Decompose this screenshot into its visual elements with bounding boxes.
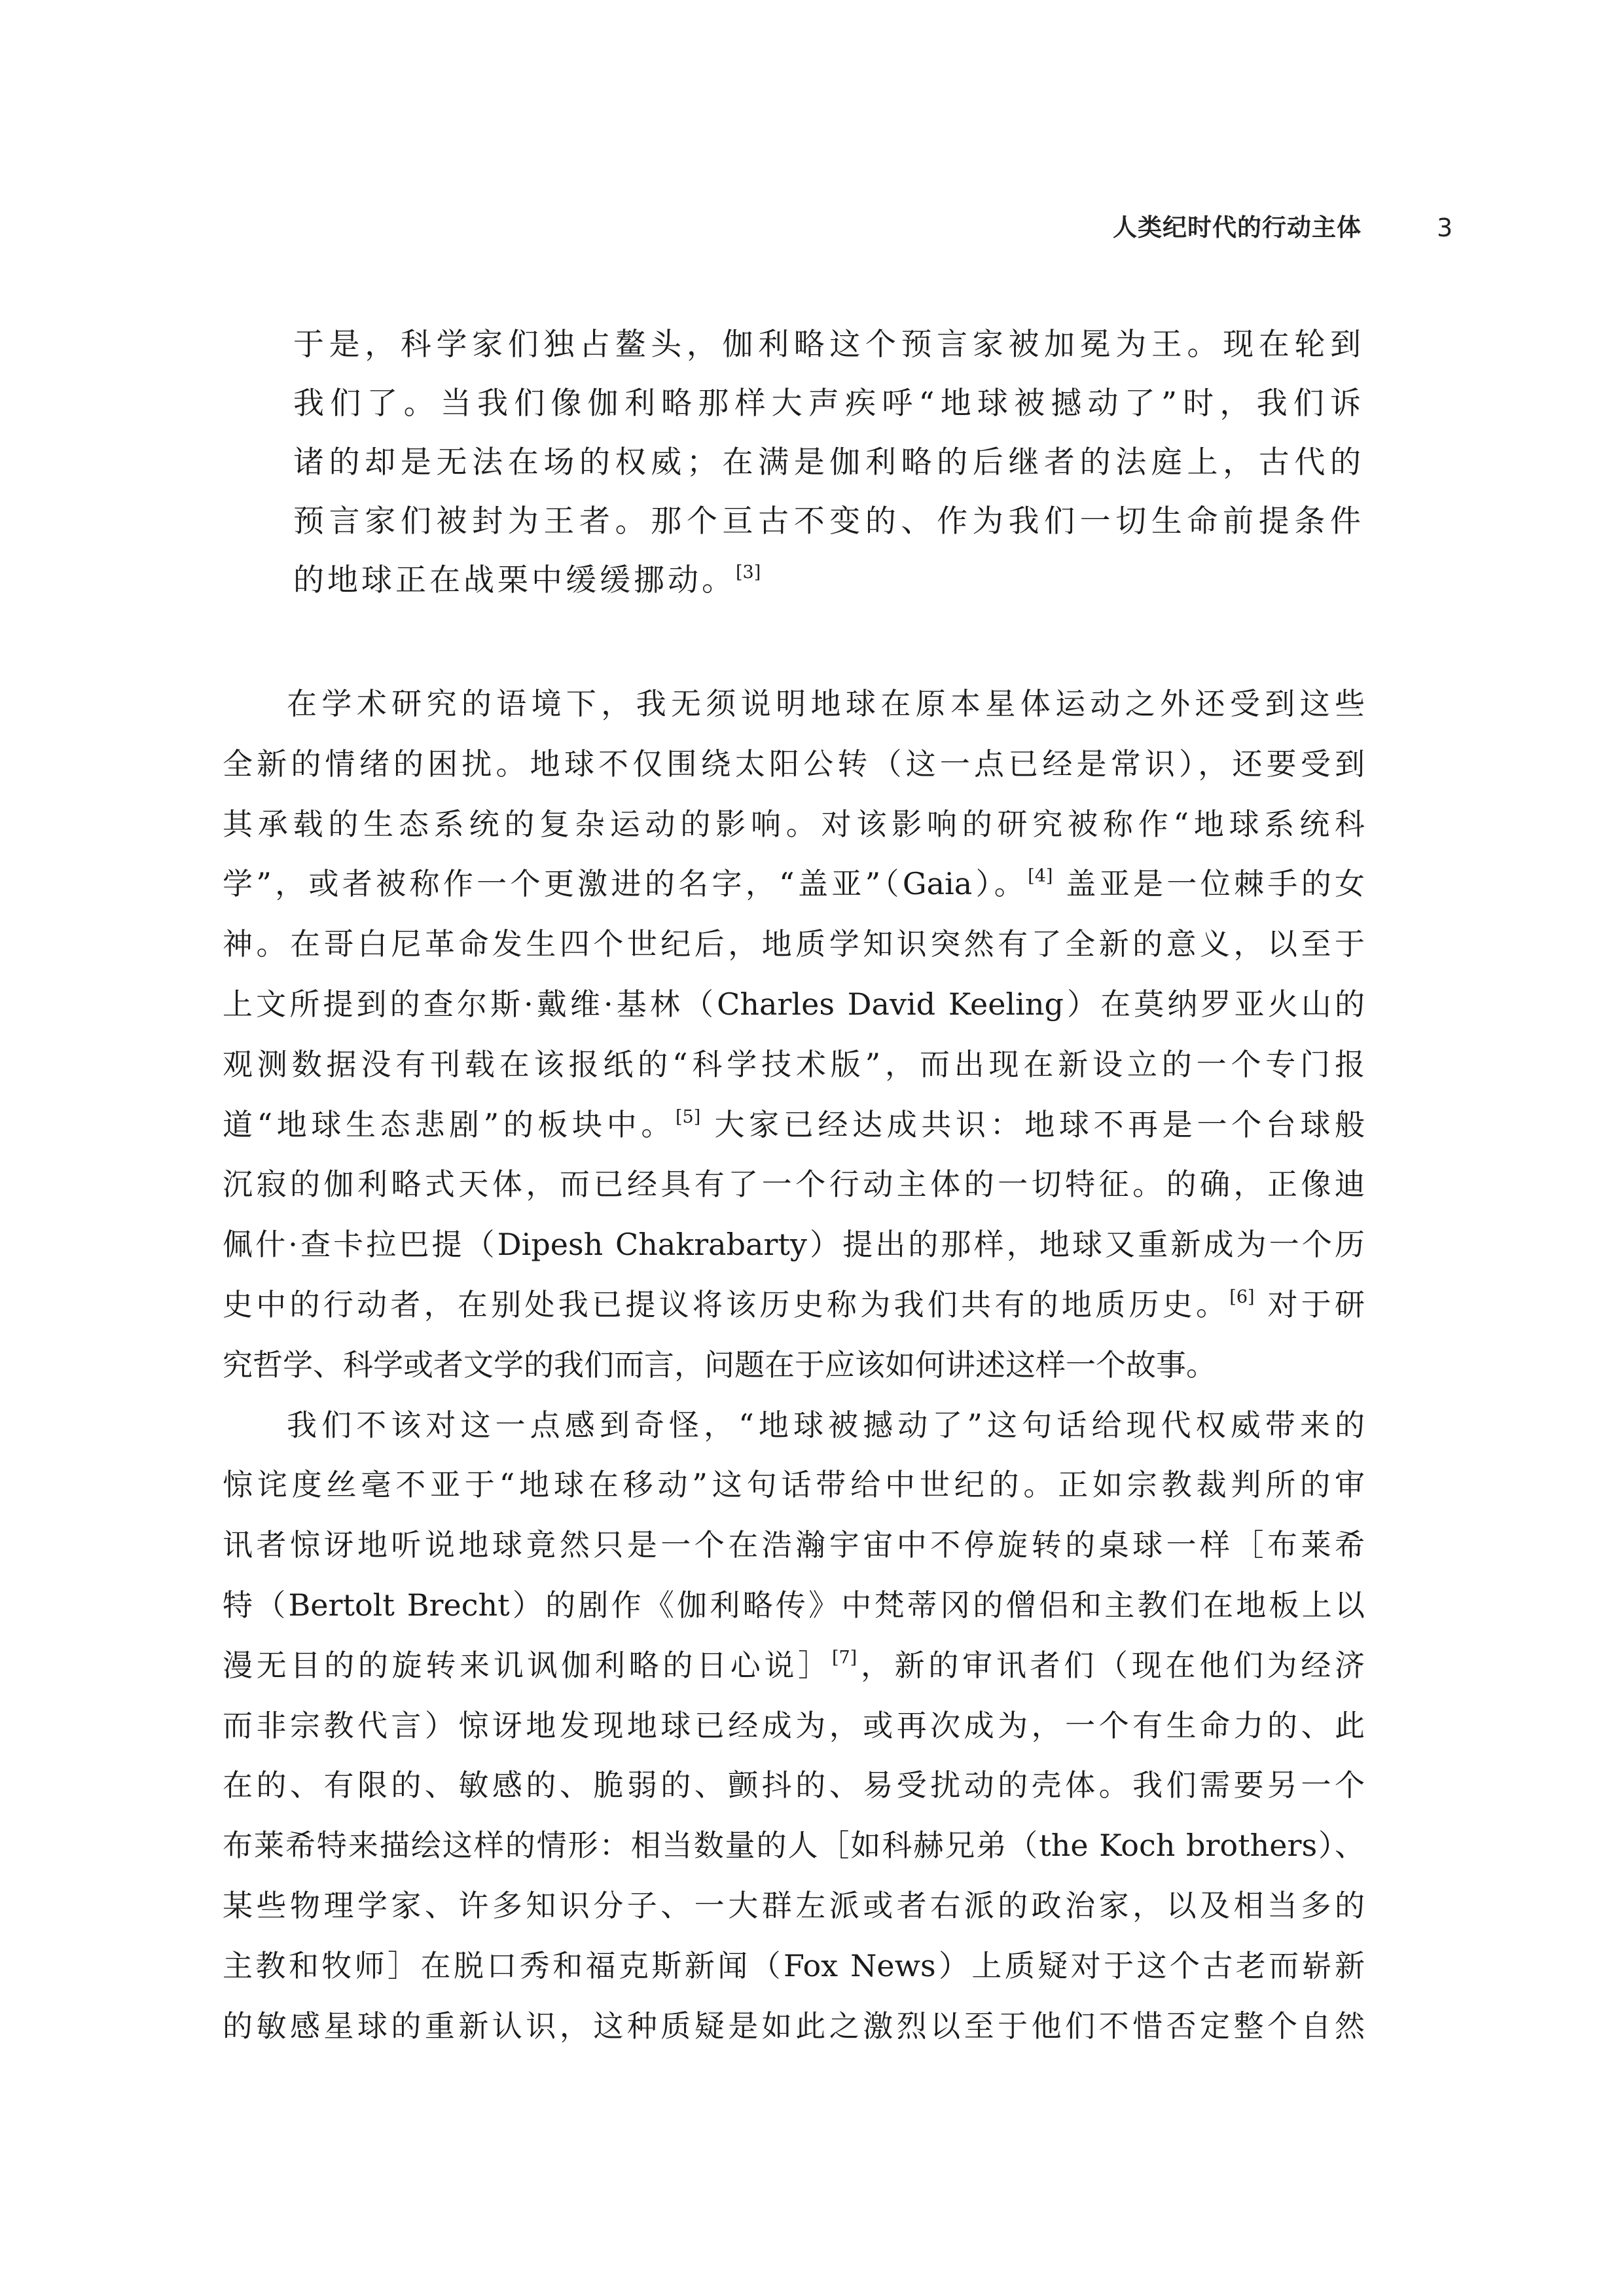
paragraph1-line: 在学术研究的语境下，我无须说明地球在原本星体运动之外还受到这些 [287,686,1365,721]
quote-line: 诸的却是无法在场的权威；在满是伽利略的后继者的法庭上，古代的 [293,444,1364,480]
paragraph2-line: 某些物理学家、许多知识分子、一大群左派或者右派的政治家，以及相当多的 [223,1887,1365,1923]
paragraph1-line: 沉寂的伽利略式天体，而已经具有了一个行动主体的一切特征。的确，正像迪 [223,1166,1365,1202]
paragraph2-line: 而非宗教代言）惊讶地发现地球已经成为，或再次成为，一个有生命力的、此 [223,1707,1365,1743]
paragraph1-line: 佩什·查卡拉巴提（Dipesh Chakrabarty）提出的那样，地球又重新成为一个历 [223,1227,1365,1263]
footnote-marker-5: [5] [675,1106,701,1127]
paragraph1-line: 观测数据没有刊载在该报纸的“科学技术版”，而出现在新设立的一个专门报 [223,1046,1365,1082]
quote-line-text: 的地球正在战栗中缓缓挪动。 [293,562,736,598]
paragraph2-line: 在的、有限的、敏感的、脆弱的、颤抖的、易受扰动的壳体。我们需要另一个 [223,1767,1365,1803]
paragraph1-line: 全新的情绪的困扰。地球不仅围绕太阳公转（这一点已经是常识），还要受到 [223,746,1365,782]
paragraph1-line-text: 大家已经达成共识：地球不再是一个台球般 [714,1106,1365,1142]
paragraph1-line-text: 学”，或者被称作一个更激进的名字，“盖亚”（Gaia）。 [223,866,1028,902]
quote-line: 于是，科学家们独占鳌头，伽利略这个预言家被加冕为王。现在轮到 [293,327,1364,363]
footnote-marker-6: [6] [1229,1286,1255,1307]
paragraph1-line: 其承载的生态系统的复杂运动的影响。对该影响的研究被称作“地球系统科 [223,806,1365,842]
footnote-marker-7: [7] [831,1647,857,1668]
paragraph1-line: 神。在哥白尼革命发生四个世纪后，地质学知识突然有了全新的意义，以至于 [223,926,1365,962]
paragraph2-line: 主教和牧师］在脱口秀和福克斯新闻（Fox News）上质疑对于这个古老而崭新 [223,1947,1365,1983]
paragraph1-line: 上文所提到的查尔斯·戴维·基林（Charles David Keeling）在莫纳罗亚火山的 [223,986,1365,1022]
body-text [223,674,1365,2056]
paragraph2-line: 讯者惊讶地听说地球竟然只是一个在浩瀚宇宙中不停旋转的桌球一样［布莱希 [223,1527,1365,1563]
footnote-marker-3: [3] [736,562,761,583]
paragraph2-line: 布莱希特来描绘这样的情形：相当数量的人［如科赫兄弟（the Koch brothers）、 [223,1828,1365,1864]
page-number: 3 [1437,213,1453,242]
quote-line-last [293,551,1364,610]
paragraph1-line-text: 史中的行动者，在别处我已提议将该历史称为我们共有的地质历史。 [223,1286,1230,1322]
running-title: 人类纪时代的行动主体 [1113,213,1362,242]
paragraph1-line-text: 盖亚是一位棘手的女 [1066,866,1365,902]
paragraph2-line: 特（Bertolt Brecht）的剧作《伽利略传》中梵蒂冈的僧侣和主教们在地板上以 [223,1587,1365,1623]
paragraph2-line: 惊诧度丝毫不亚于“地球在移动”这句话带给中世纪的。正如宗教裁判所的审 [223,1467,1365,1503]
paragraph2-line: 的敏感星球的重新认识，这种质疑是如此之激烈以至于他们不惜否定整个自然 [223,2008,1365,2044]
paragraph1-line [223,854,1365,914]
quote-line: 我们了。当我们像伽利略那样大声疾呼“地球被撼动了”时，我们诉 [293,386,1364,422]
paragraph1-line-last: 究哲学、科学或者文学的我们而言，问题在于应该如何讲述这样一个故事。 [223,1347,1216,1383]
paragraph1-line-text: 道“地球生态悲剧”的板块中。 [223,1106,676,1142]
paragraph2-line [223,1636,1365,1696]
paragraph1-line [223,1095,1365,1155]
footnote-marker-4: [4] [1028,866,1053,887]
paragraph2-line: 我们不该对这一点感到奇怪，“地球被撼动了”这句话给现代权威带来的 [287,1407,1365,1443]
paragraph2-line-text: ，新的审讯者们（现在他们为经济 [857,1647,1365,1683]
paragraph1-line [223,1275,1365,1335]
paragraph2-line-text: 漫无目的的旋转来讥讽伽利略的日心说］ [223,1647,832,1683]
block-quote [293,316,1364,610]
quote-line: 预言家们被封为王者。那个亘古不变的、作为我们一切生命前提条件 [293,503,1364,539]
paragraph1-line-text: 对于研 [1267,1286,1365,1322]
